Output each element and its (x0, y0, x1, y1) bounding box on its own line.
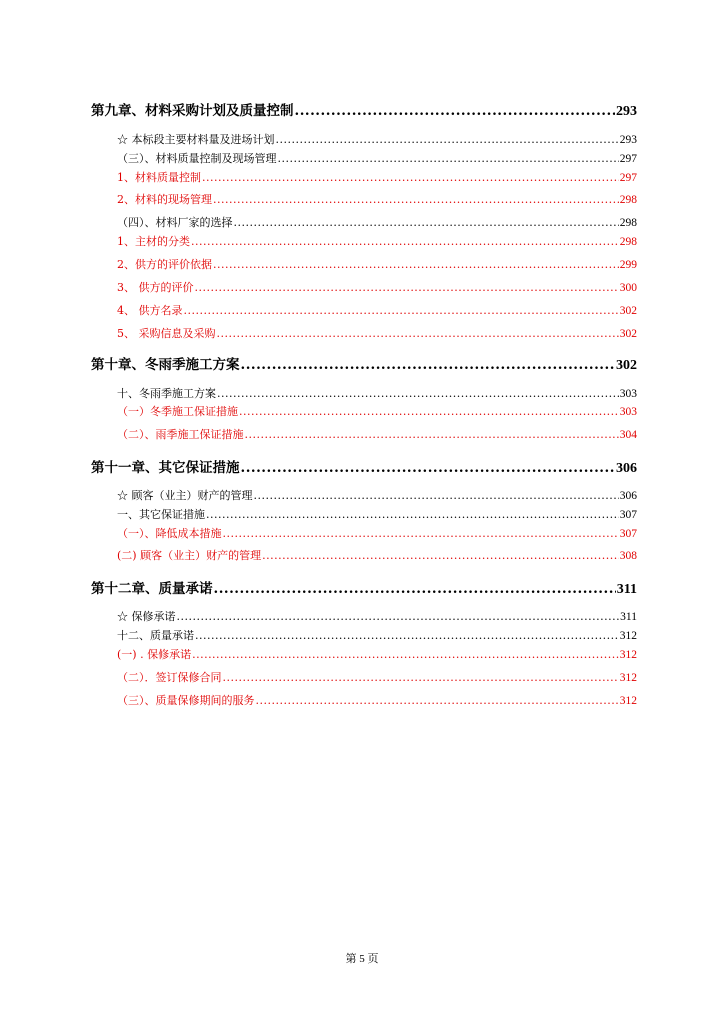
dot-leader (245, 428, 619, 441)
toc-entry-page: 298 (619, 217, 637, 229)
toc-entry-title: 1、主材的分类 (117, 235, 190, 248)
toc-entry-page: 302 (616, 358, 637, 373)
dot-leader (262, 549, 619, 562)
toc-entry[interactable] (117, 547, 637, 563)
toc-entry-title: 第九章、材料采购计划及质量控制 (91, 103, 294, 119)
toc-entry[interactable] (117, 214, 637, 230)
toc-entry-title: 4、 供方名录 (117, 304, 183, 317)
toc-entry-title: （三）、材料质量控制及现场管理 (117, 152, 277, 165)
toc-entry[interactable] (117, 525, 637, 541)
toc-entry-title: ☆ 本标段主要材料量及进场计划 (117, 133, 275, 146)
toc-entry-page: 307 (619, 528, 637, 540)
dot-leader (256, 694, 619, 707)
toc-entry-page: 293 (616, 104, 637, 119)
dot-leader (239, 405, 619, 418)
toc-entry-page: 299 (619, 259, 637, 271)
toc-entry-title: 5、 采购信息及采购 (117, 327, 216, 340)
dot-leader (195, 629, 619, 642)
toc-entry-title: （二）．签订保修合同 (117, 671, 222, 684)
toc-entry-title: 第十二章、质量承诺 (91, 581, 213, 597)
toc-entry-page: 306 (616, 461, 637, 476)
toc-entry-title: ☆ 顾客（业主）财产的管理 (117, 489, 253, 502)
toc-entry-title: 第十章、冬雨季施工方案 (91, 357, 240, 373)
toc-chapter-11[interactable] (91, 456, 637, 477)
dot-leader (254, 489, 619, 502)
toc-entry-title: 2、供方的评价依据 (117, 258, 212, 271)
toc-entry-title: （二）、雨季施工保证措施 (117, 428, 244, 441)
dot-leader (276, 133, 619, 146)
toc-entry-page: 306 (619, 490, 637, 502)
toc-entry[interactable] (117, 150, 637, 166)
toc-entry-page: 311 (620, 611, 637, 623)
toc-entry[interactable] (117, 256, 637, 272)
toc-entry[interactable] (117, 302, 637, 318)
dot-leader (206, 508, 619, 521)
toc-entry-title: （一）、降低成本措施 (117, 527, 222, 540)
page-number-footer: 第 5 页 (345, 953, 379, 965)
toc-entry-page: 297 (619, 172, 637, 184)
dot-leader (217, 327, 619, 340)
toc-entry[interactable] (117, 692, 637, 708)
toc-entry[interactable] (117, 646, 637, 662)
dot-leader (217, 387, 619, 400)
toc-entry-title: （四）、材料厂家的选择 (117, 216, 233, 229)
toc-entry-title: 第十一章、其它保证措施 (91, 460, 240, 476)
dot-leader (234, 216, 619, 229)
toc-chapter-12[interactable] (91, 577, 637, 598)
toc-entry[interactable] (117, 131, 637, 147)
toc-entry[interactable] (117, 487, 637, 503)
toc-entry[interactable] (117, 233, 637, 249)
toc-entry-title: 十二、质量承诺 (117, 629, 194, 642)
toc-entry-page: 303 (619, 406, 637, 418)
toc-entry[interactable] (117, 191, 637, 207)
toc-entry-page: 298 (619, 194, 637, 206)
toc-entry-page: 312 (619, 695, 637, 707)
dot-leader (241, 460, 616, 476)
dot-leader (295, 103, 616, 119)
toc-entry-page: 302 (619, 328, 637, 340)
toc-chapter-9[interactable] (91, 99, 637, 120)
toc-entry[interactable] (117, 403, 637, 419)
dot-leader (192, 648, 619, 661)
toc-entry-title: (二) 顾客（业主）财产的管理 (117, 549, 262, 562)
toc-entry[interactable] (117, 169, 637, 185)
dot-leader (213, 258, 619, 271)
toc-entry[interactable] (117, 426, 637, 442)
toc-entry-page: 297 (619, 153, 637, 165)
toc-entry-title: 1、材料质量控制 (117, 171, 201, 184)
dot-leader (202, 171, 619, 184)
toc-entry-title: (一) . 保修承诺 (117, 648, 192, 661)
dot-leader (223, 671, 619, 684)
toc-chapter-10[interactable] (91, 353, 637, 374)
dot-leader (191, 235, 619, 248)
toc-entry-page: 312 (619, 649, 637, 661)
toc-entry[interactable] (117, 627, 637, 643)
toc-entry-title: （一）冬季施工保证措施 (117, 405, 238, 418)
dot-leader (184, 304, 619, 317)
dot-leader (213, 193, 619, 206)
dot-leader (214, 581, 616, 597)
toc-entry-page: 298 (619, 236, 637, 248)
toc-entry-title: （三）、质量保修期间的服务 (117, 694, 255, 707)
dot-leader (278, 152, 619, 165)
toc-entry-page: 304 (619, 429, 637, 441)
toc-entry[interactable] (117, 385, 637, 401)
dot-leader (177, 610, 620, 623)
dot-leader (241, 357, 616, 373)
toc-entry-title: 2、材料的现场管理 (117, 193, 212, 206)
toc-entry[interactable] (117, 279, 637, 295)
toc-entry-title: 一、其它保证措施 (117, 508, 205, 521)
toc-entry-title: 3、 供方的评价 (117, 281, 194, 294)
toc-entry-page: 308 (619, 550, 637, 562)
toc-entry-page: 300 (619, 282, 637, 294)
toc-entry-page: 293 (619, 134, 637, 146)
toc-entry-page: 312 (619, 672, 637, 684)
toc-entry[interactable] (117, 325, 637, 341)
toc-entry-title: ☆ 保修承诺 (117, 610, 176, 623)
dot-leader (223, 527, 619, 540)
toc-entry[interactable] (117, 669, 637, 685)
toc-entry[interactable] (117, 608, 637, 624)
toc-entry[interactable] (117, 506, 637, 522)
toc-entry-page: 312 (619, 630, 637, 642)
toc-entry-page: 311 (616, 582, 637, 597)
toc-entry-page: 302 (619, 305, 637, 317)
toc-entry-page: 307 (619, 509, 637, 521)
toc-entry-title: 十、冬雨季施工方案 (117, 387, 216, 400)
dot-leader (195, 281, 619, 294)
toc-entry-page: 303 (619, 388, 637, 400)
